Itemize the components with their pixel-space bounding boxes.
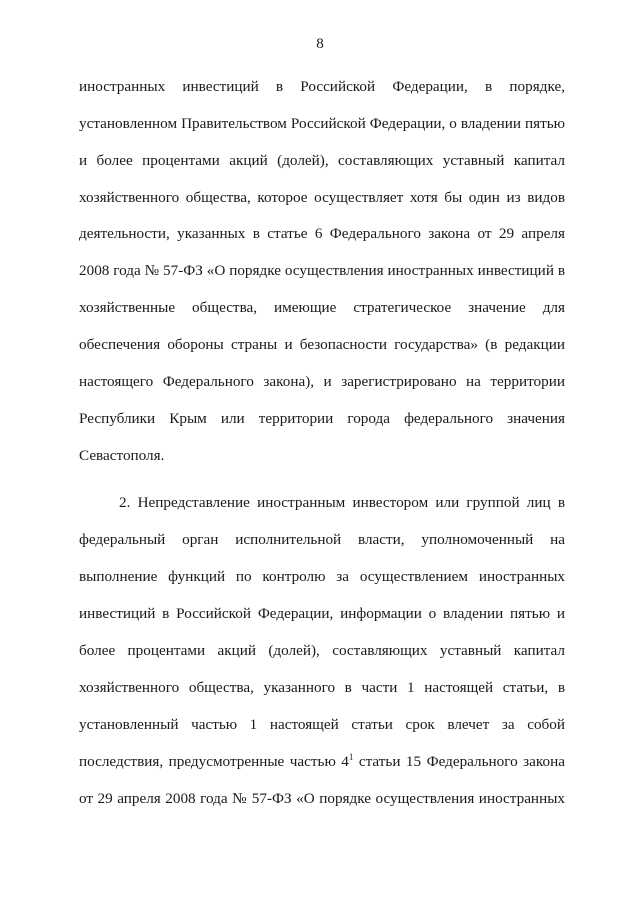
text-line: выполнение функций по контролю за осуществлением иностранных [79,568,565,585]
text-line: хозяйственного общества, указанного в части 1 настоящей статьи, в [79,679,565,696]
page-number: 8 [316,36,324,52]
text-line: деятельности, указанных в статье 6 Федерального закона от 29 апреля [79,225,565,242]
text-line: более процентами акций (долей), составляющих уставный капитал [79,642,565,659]
text-line: инвестиций в Российской Федерации, информации о владении пятью и [79,605,565,622]
text-line: от 29 апреля 2008 года № 57-ФЗ «О порядке осуществления иностранных [79,790,565,807]
text-line: Республики Крым или территории города федерального значения [79,410,565,427]
text-line: хозяйственные общества, имеющие стратегическое значение для [79,299,565,316]
text-line: федеральный орган исполнительной власти, уполномоченный на [79,531,565,548]
superscript: 1 [348,751,354,762]
text-line: установленном Правительством Российской Федерации, о владении пятью [79,115,565,132]
text-line: Севастополя. [79,447,165,464]
text-line: 2008 года № 57-ФЗ «О порядке осуществления иностранных инвестиций в [79,262,565,279]
text-line: настоящего Федерального закона), и зарегистрировано на территории [79,373,565,390]
text-segment: последствия, предусмотренные частью 4 [79,753,349,770]
text-line: хозяйственного общества, которое осуществляет хотя бы один из видов [79,189,565,206]
paragraph-start-line: 2. Непредставление иностранным инвестором или группой лиц в [119,494,565,511]
text-line: иностранных инвестиций в Российской Федерации, в порядке, [79,78,565,95]
text-line: установленный частью 1 настоящей статьи срок влечет за собой [79,716,565,733]
text-line-with-superscript [79,751,565,773]
text-line: обеспечения обороны страны и безопасности государства» (в редакции [79,336,565,353]
text-segment: статьи 15 Федерального закона [353,753,565,770]
text-line: и более процентами акций (долей), составляющих уставный капитал [79,152,565,169]
